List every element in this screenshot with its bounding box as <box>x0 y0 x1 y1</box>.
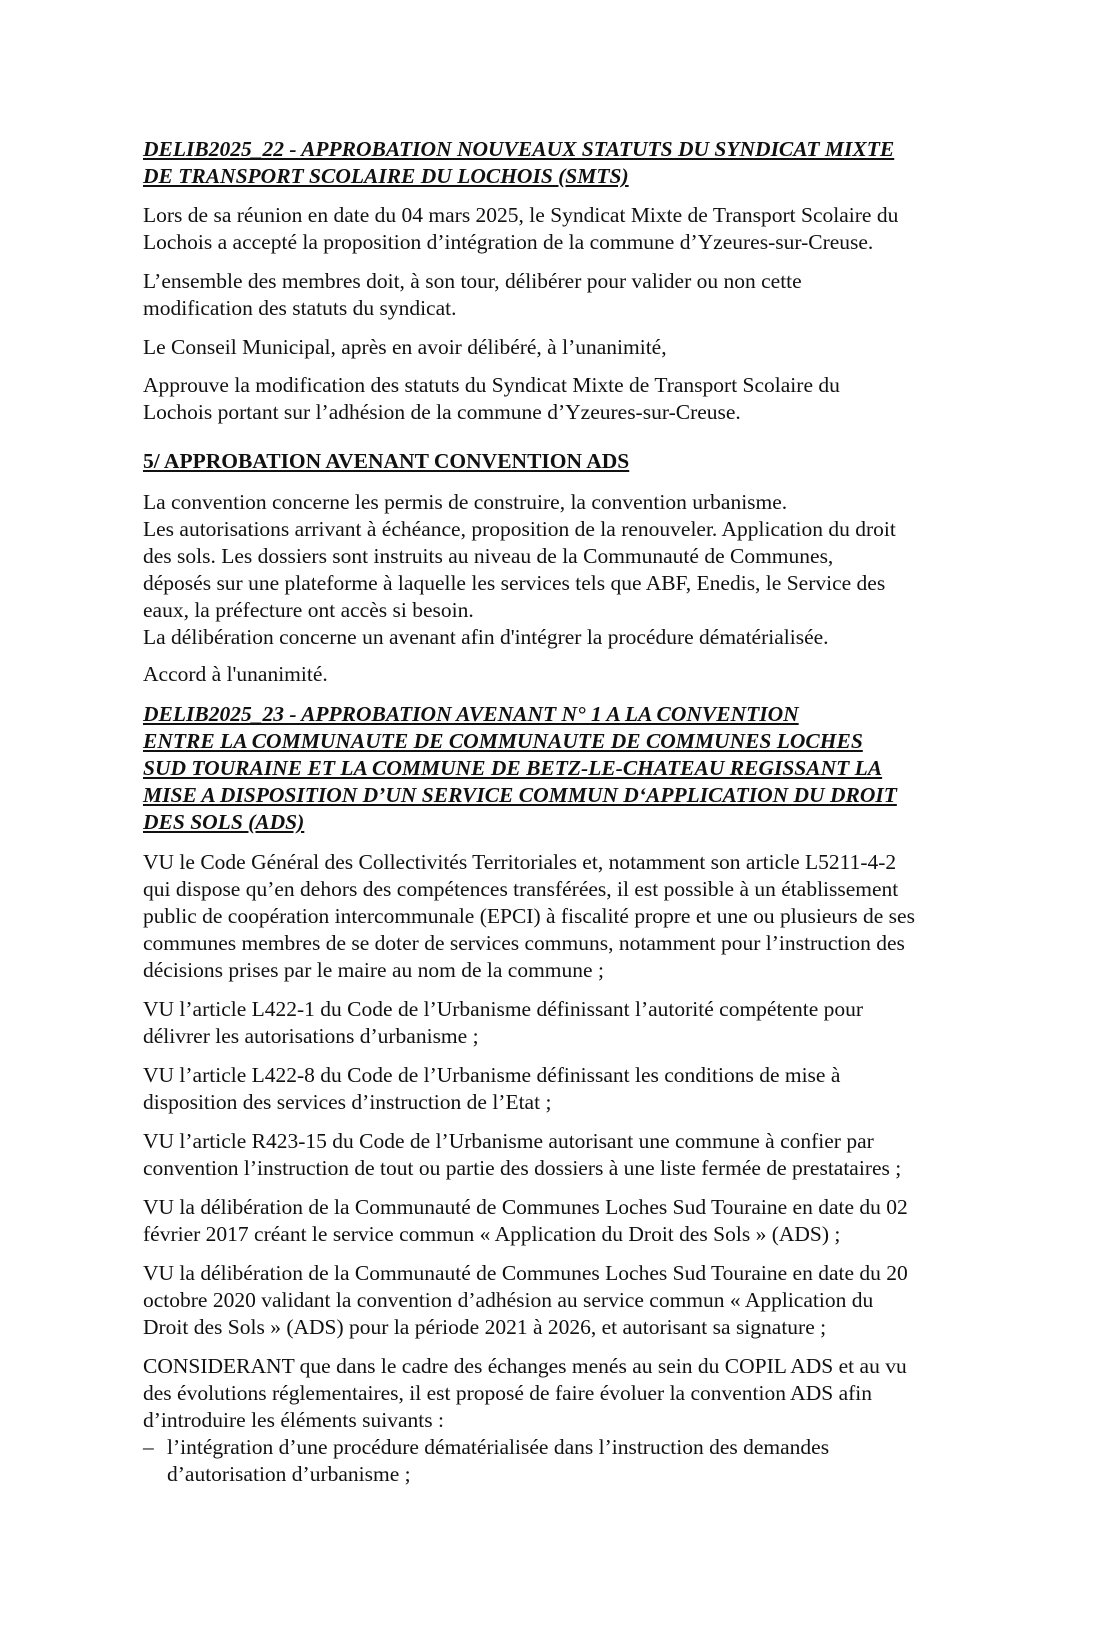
text-line: l’intégration d’une procédure dématérialisée dans l’instruction des demandes <box>167 1435 830 1459</box>
bullet-dash: – <box>143 1435 154 1459</box>
text-line: février 2017 créant le service commun « Application du Droit des Sols » (ADS) ; <box>143 1222 841 1246</box>
list-item <box>143 1434 995 1488</box>
text-line: VU l’article L422-1 du Code de l’Urbanisme définissant l’autorité compétente pour <box>143 997 864 1021</box>
text-line: VU la délibération de la Communauté de Communes Loches Sud Touraine en date du 02 <box>143 1195 908 1219</box>
paragraph <box>143 372 995 426</box>
text-line: CONSIDERANT que dans le cadre des échanges menés au sein du COPIL ADS et au vu <box>143 1354 907 1378</box>
paragraph <box>143 1260 995 1341</box>
text-line: déposés sur une plateforme à laquelle les services tels que ABF, Enedis, le Service des <box>143 571 886 595</box>
text-line: eaux, la préfecture ont accès si besoin. <box>143 598 474 622</box>
paragraph <box>143 1128 995 1182</box>
text-line: d’introduire les éléments suivants : <box>143 1408 444 1432</box>
paragraph <box>143 202 995 256</box>
section-3-title-line: DES SOLS (ADS) <box>143 810 305 834</box>
text-line: décisions prises par le maire au nom de la commune ; <box>143 958 604 982</box>
section-3-title <box>143 701 995 836</box>
paragraph <box>143 1353 995 1434</box>
text-line: La délibération concerne un avenant afin d'intégrer la procédure dématérialisée. <box>143 625 829 649</box>
paragraph <box>143 996 995 1050</box>
section-3-title-line: DELIB2025_23 - APPROBATION AVENANT N° 1 A LA CONVENTION <box>143 702 799 726</box>
paragraph <box>143 661 995 688</box>
section-1-title <box>143 136 995 190</box>
text-line: VU l’article R423-15 du Code de l’Urbanisme autorisant une commune à confier par <box>143 1129 874 1153</box>
text-line: Lochois a accepté la proposition d’intégration de la commune d’Yzeures-sur-Creuse. <box>143 230 874 254</box>
text-line: communes membres de se doter de services communs, notamment pour l’instruction des <box>143 931 905 955</box>
text-line: modification des statuts du syndicat. <box>143 296 457 320</box>
text-line: qui dispose qu’en dehors des compétences transférées, il est possible à un établissement <box>143 877 899 901</box>
text-line: VU la délibération de la Communauté de Communes Loches Sud Touraine en date du 20 <box>143 1261 908 1285</box>
paragraph <box>143 1062 995 1116</box>
text-line: Droit des Sols » (ADS) pour la période 2021 à 2026, et autorisant sa signature ; <box>143 1315 827 1339</box>
text-line: disposition des services d’instruction de l’Etat ; <box>143 1090 552 1114</box>
text-line: L’ensemble des membres doit, à son tour, délibérer pour valider ou non cette <box>143 269 802 293</box>
section-1-title-line: DE TRANSPORT SCOLAIRE DU LOCHOIS (SMTS) <box>143 164 629 188</box>
text-line: Le Conseil Municipal, après en avoir délibéré, à l’unanimité, <box>143 335 667 359</box>
paragraph <box>143 334 995 361</box>
section-3-title-line: SUD TOURAINE ET LA COMMUNE DE BETZ-LE-CHATEAU REGISSANT LA <box>143 756 883 780</box>
section-1-title-line: DELIB2025_22 - APPROBATION NOUVEAUX STATUTS DU SYNDICAT MIXTE <box>143 137 895 161</box>
paragraph <box>143 268 995 322</box>
text-line: convention l’instruction de tout ou partie des dossiers à une liste fermée de prestataires ; <box>143 1156 902 1180</box>
text-line: Accord à l'unanimité. <box>143 662 328 686</box>
text-line: Les autorisations arrivant à échéance, proposition de la renouveler. Application du droit <box>143 517 896 541</box>
text-line: Approuve la modification des statuts du Syndicat Mixte de Transport Scolaire du <box>143 373 840 397</box>
text-line: d’autorisation d’urbanisme ; <box>167 1462 411 1486</box>
text-line: délivrer les autorisations d’urbanisme ; <box>143 1024 479 1048</box>
text-line: Lochois portant sur l’adhésion de la commune d’Yzeures-sur-Creuse. <box>143 400 741 424</box>
text-line: Lors de sa réunion en date du 04 mars 2025, le Syndicat Mixte de Transport Scolaire du <box>143 203 899 227</box>
section-3-title-line: MISE A DISPOSITION D’UN SERVICE COMMUN D‘APPLICATION DU DROIT <box>143 783 897 807</box>
text-line: des sols. Les dossiers sont instruits au niveau de la Communauté de Communes, <box>143 544 834 568</box>
text-line: octobre 2020 validant la convention d’adhésion au service commun « Application du <box>143 1288 874 1312</box>
paragraph <box>143 489 995 651</box>
section-3-title-line: ENTRE LA COMMUNAUTE DE COMMUNAUTE DE COMMUNES LOCHES <box>143 729 863 753</box>
section-2-title: 5/ APPROBATION AVENANT CONVENTION ADS <box>143 449 630 473</box>
text-line: public de coopération intercommunale (EPCI) à fiscalité propre et une ou plusieurs de ses <box>143 904 915 928</box>
text-line: des évolutions réglementaires, il est proposé de faire évoluer la convention ADS afin <box>143 1381 872 1405</box>
document-page <box>143 136 995 1488</box>
text-line: La convention concerne les permis de construire, la convention urbanisme. <box>143 490 788 514</box>
paragraph <box>143 1194 995 1248</box>
text-line: VU le Code Général des Collectivités Territoriales et, notamment son article L5211-4-2 <box>143 850 897 874</box>
paragraph <box>143 849 995 984</box>
text-line: VU l’article L422-8 du Code de l’Urbanisme définissant les conditions de mise à <box>143 1063 841 1087</box>
